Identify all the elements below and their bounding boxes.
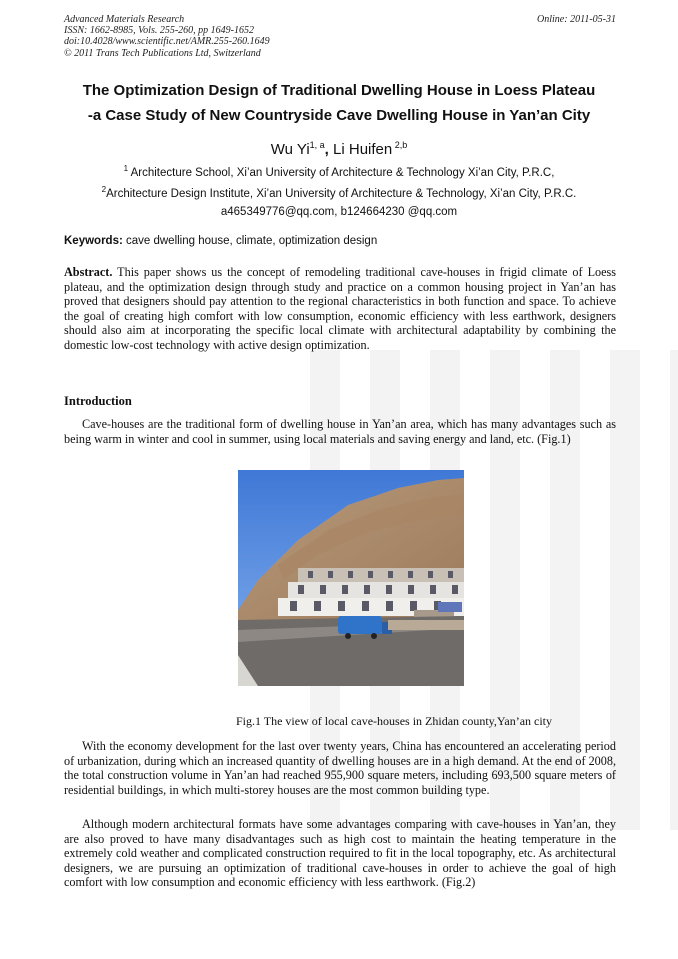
abstract-paragraph xyxy=(64,265,616,353)
author-separator: , xyxy=(324,141,334,158)
affiliation-2-text: Architecture Design Institute, Xi’an University of Architecture & Technology, Xi’an City, P.R.C. xyxy=(106,187,577,200)
affiliation-1-mark: 1 xyxy=(123,164,129,173)
figure-1-caption: Fig.1 The view of local cave-houses in Zhidan county,Yan’an city xyxy=(235,714,553,728)
intro-paragraph-2: With the economy development for the last over twenty years, China has encountered an accelerating period of urbanization, during which an increased quantity of dwelling houses are in a high demand. At the end of 2008, the total construction volume in Yan’an had reached 955,900 square meters, including 693,500 square meters of residential buildings, in which multi-storey houses are the most common building type. xyxy=(64,739,616,797)
affiliation-2-mark: 2 xyxy=(101,185,107,194)
author-2-affil-mark: 2,b xyxy=(392,140,408,150)
affiliation-2 xyxy=(0,185,678,200)
author-line xyxy=(0,140,678,158)
abstract-text: This paper shows us the concept of remodeling traditional cave-houses in frigid climate of Loess plateau, and the optimization design through study and practice on a common housing project in Yan’an has proved that designers should pay attention to the regional characteristics in both function and space. To achieve the goal of creating high comfort with low consumption, economic efficiency with less earthwork, designers should also aim at incorporating the specific local climate with architectural adaptability by combining the domestic low-cost technology with active design optimization. xyxy=(64,265,616,352)
affiliation-1-text: Architecture School, Xi’an University of Architecture & Technology Xi’an City, P.R.C, xyxy=(128,166,555,179)
author-2: Li Huifen xyxy=(333,141,393,158)
intro-paragraph-3: Although modern architectural formats have some advantages comparing with cave-houses in Yan’an, they are also proved to have many disadvantages such as high cost to maintain the heating temperature in the extremely cold weather and complicated construction required to fit in the local topography, etc. As architectural designers, we are pursuing an optimization of traditional cave-houses in order to achieve the goal of high comfort with low consumption and economic efficiency with less earthwork. (Fig.2) xyxy=(64,817,616,890)
paper-title-line-1: The Optimization Design of Traditional Dwelling House in Loess Plateau xyxy=(82,82,596,99)
issn-line: ISSN: 1662-8985, Vols. 255-260, pp 1649-1652 xyxy=(64,25,254,37)
author-1: Wu Yi xyxy=(270,141,310,158)
author-emails: a465349776@qq.com, b124664230 @qq.com xyxy=(220,206,458,218)
affiliation-1 xyxy=(0,164,678,179)
intro-paragraph-1: Cave-houses are the traditional form of dwelling house in Yan’an area, which has many advantages such as being warm in winter and cool in summer, using local materials and saving energy and land, etc. (Fig.1) xyxy=(64,417,616,446)
copyright-line: © 2011 Trans Tech Publications Ltd, Switzerland xyxy=(64,47,261,59)
keywords-text: cave dwelling house, climate, optimization design xyxy=(122,235,378,247)
paper-title-line-2: -a Case Study of New Countryside Cave Dwelling House in Yan’an City xyxy=(87,107,591,124)
doi-line: doi:10.4028/www.scientific.net/AMR.255-260.1649 xyxy=(64,36,270,48)
abstract-label: Abstract. xyxy=(64,265,113,279)
keywords-line xyxy=(64,235,616,247)
author-1-affil-mark: 1, a xyxy=(309,140,325,150)
running-header xyxy=(64,14,616,59)
introduction-heading: Introduction xyxy=(64,394,132,408)
online-date: Online: 2011-05-31 xyxy=(537,14,616,25)
journal-name: Advanced Materials Research xyxy=(64,14,185,25)
figure-1-photo xyxy=(238,470,464,686)
keywords-label: Keywords: xyxy=(64,235,123,247)
